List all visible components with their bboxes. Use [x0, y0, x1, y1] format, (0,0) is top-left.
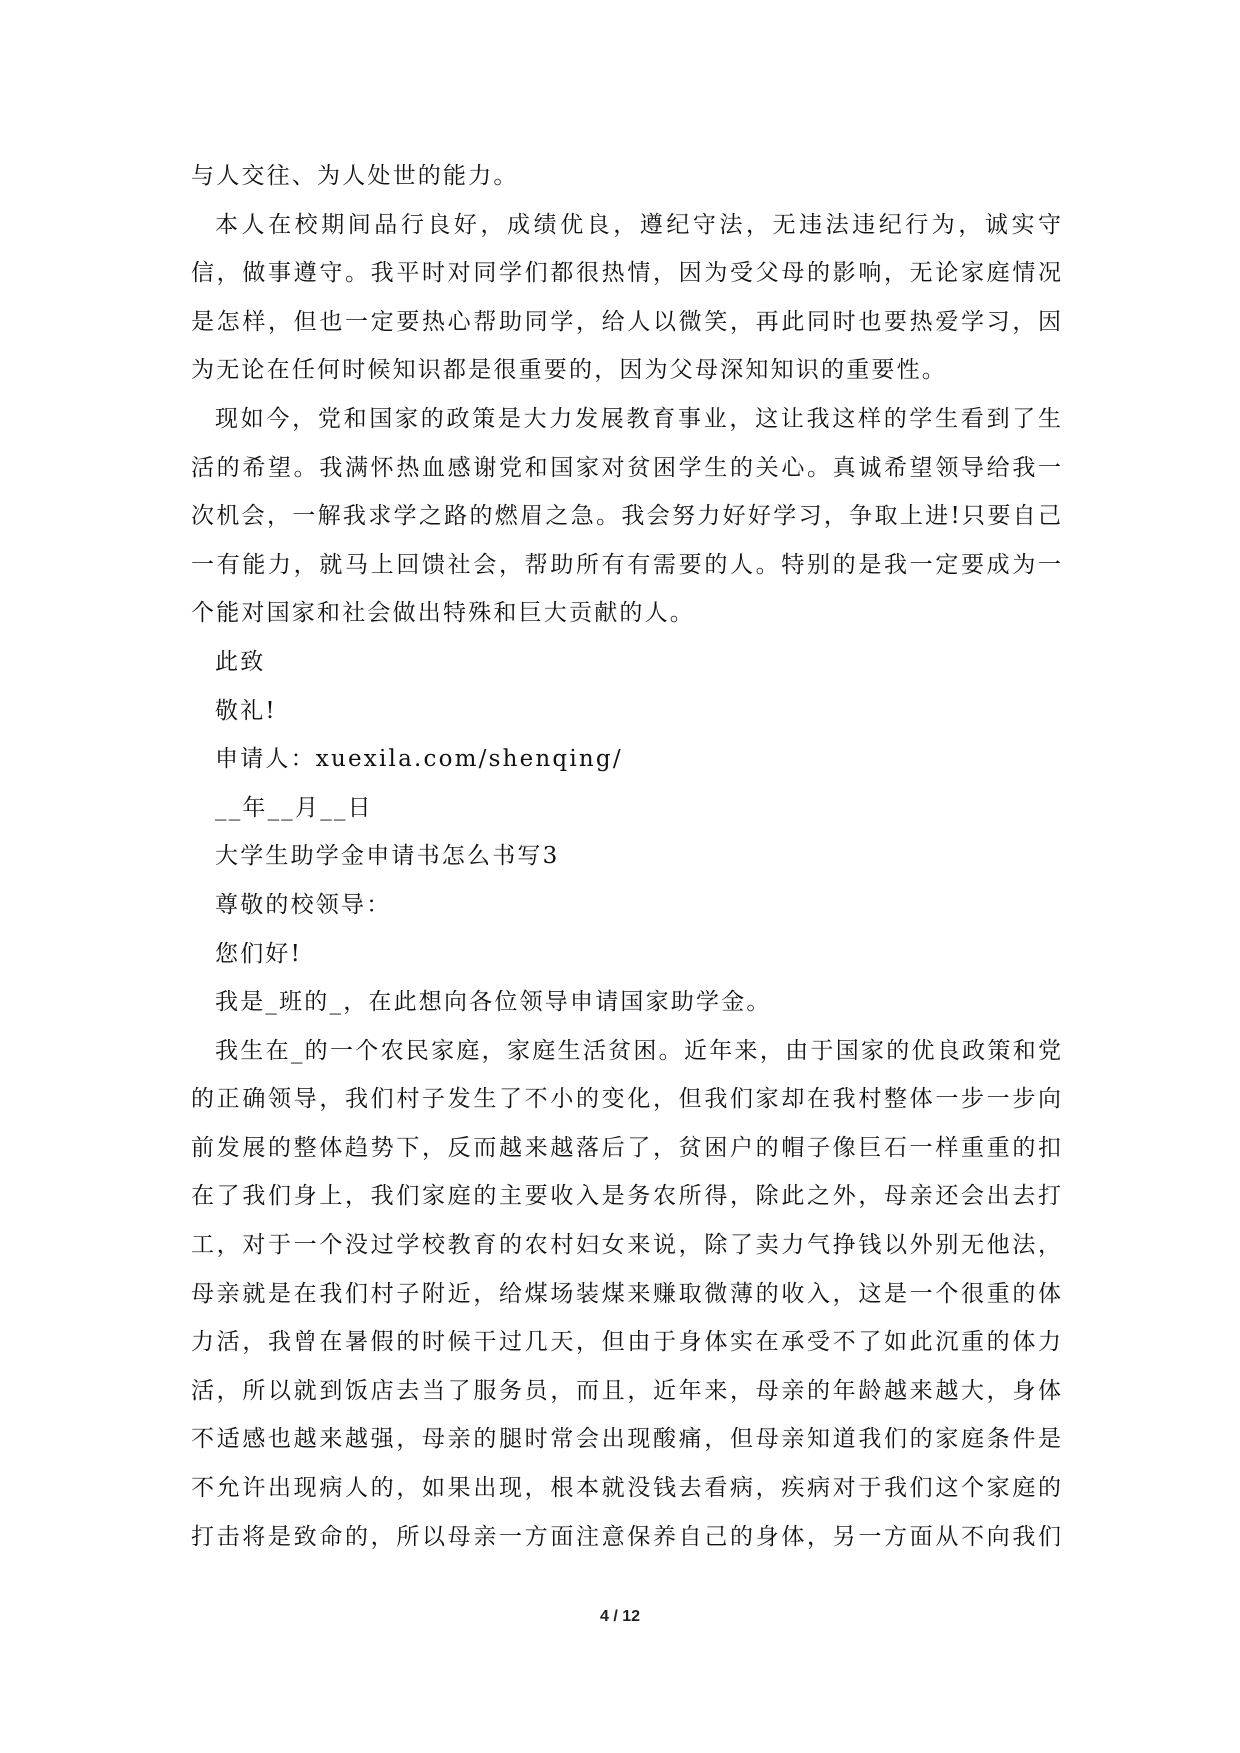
date-line: __年__月__日 — [215, 794, 373, 821]
paragraph-start-line: 我生在_的一个农民家庭，家庭生活贫困。近年来，由于国家的优良政策和党 — [215, 1037, 1061, 1064]
text-line: 打击将是致命的，所以母亲一方面注意保养自己的身体，另一方面从不向我们 — [191, 1523, 1061, 1550]
text-line: 前发展的整体趋势下，反而越来越落后了，贫困户的帽子像巨石一样重重的扣 — [191, 1134, 1061, 1161]
applicant-line: 申请人：xuexila.com/shenqing/ — [215, 746, 623, 773]
paragraph-start-line: 本人在校期间品行良好，成绩优良，遵纪守法，无违法违纪行为，诚实守 — [215, 211, 1061, 238]
text-line: 活，所以就到饭店去当了服务员，而且，近年来，母亲的年龄越来越大，身体 — [191, 1377, 1061, 1404]
text-line: 与人交往、为人处世的能力。 — [191, 163, 519, 189]
text-line: 工，对于一个没过学校教育的农村妇女来说，除了卖力气挣钱以外别无他法， — [191, 1232, 1061, 1259]
text-line: 在了我们身上，我们家庭的主要收入是务农所得，除此之外，母亲还会出去打 — [191, 1183, 1061, 1210]
text-line: 为无论在任何时候知识都是很重要的，因为父母深知知识的重要性。 — [191, 357, 947, 384]
page-number: 4 / 12 — [599, 1608, 641, 1625]
closing-line: 此致 — [215, 648, 266, 675]
section-title: 大学生助学金申请书怎么书写3 — [215, 843, 560, 870]
text-line: 的正确领导，我们村子发生了不小的变化，但我们家却在我村整体一步一步向 — [191, 1086, 1061, 1113]
addressee-line: 尊敬的校领导： — [215, 891, 392, 918]
text-line: 不适感也越来越强，母亲的腿时常会出现酸痛，但母亲知道我们的家庭条件是 — [191, 1426, 1061, 1453]
text-line: 信，做事遵守。我平时对同学们都很热情，因为受父母的影响，无论家庭情况 — [191, 260, 1061, 287]
salutation-line: 敬礼! — [215, 697, 277, 724]
text-line: 一有能力，就马上回馈社会，帮助所有有需要的人。特别的是我一定要成为一 — [191, 551, 1061, 578]
text-line: 是怎样，但也一定要热心帮助同学，给人以微笑，再此同时也要热爱学习，因 — [191, 308, 1061, 335]
document-body — [191, 152, 1061, 1561]
paragraph-start-line: 我是_班的_，在此想向各位领导申请国家助学金。 — [215, 989, 772, 1016]
paragraph-start-line: 现如今，党和国家的政策是大力发展教育事业，这让我这样的学生看到了生 — [215, 405, 1061, 432]
text-line: 力活，我曾在暑假的时候干过几天，但由于身体实在承受不了如此沉重的体力 — [191, 1329, 1061, 1356]
greeting-line: 您们好! — [215, 940, 303, 967]
text-line: 母亲就是在我们村子附近，给煤场装煤来赚取微薄的收入，这是一个很重的体 — [191, 1280, 1061, 1307]
text-line: 个能对国家和社会做出特殊和巨大贡献的人。 — [191, 600, 695, 627]
text-line: 不允许出现病人的，如果出现，根本就没钱去看病，疾病对于我们这个家庭的 — [191, 1475, 1061, 1502]
text-line: 活的希望。我满怀热血感谢党和国家对贫困学生的关心。真诚希望领导给我一 — [191, 454, 1061, 481]
text-line: 次机会，一解我求学之路的燃眉之急。我会努力好好学习，争取上进!只要自己 — [191, 503, 1061, 530]
